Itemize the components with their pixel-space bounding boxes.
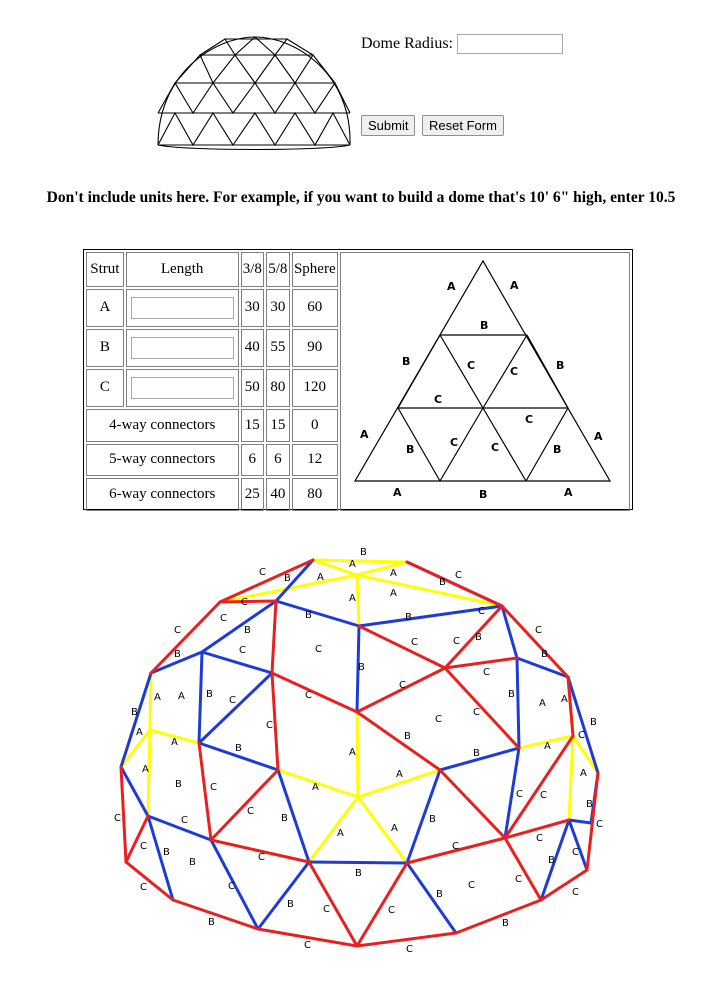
strut-letter-label: C bbox=[596, 819, 603, 830]
count-sphere-c: 120 bbox=[292, 369, 338, 407]
tri-label: B bbox=[553, 443, 562, 456]
strut-line-a bbox=[357, 712, 358, 797]
strut-line-a bbox=[150, 673, 151, 730]
header-3-8: 3/8 bbox=[241, 252, 265, 287]
strut-line-b bbox=[258, 862, 309, 929]
strut-letter-label: B bbox=[163, 847, 170, 858]
strut-letter-label: A bbox=[154, 692, 161, 703]
tri-label: A bbox=[393, 486, 402, 499]
strut-line-c bbox=[126, 816, 148, 862]
strut-letter-label: C bbox=[572, 887, 579, 898]
tri-label: A bbox=[360, 428, 369, 441]
strut-letter-label: B bbox=[548, 855, 555, 866]
strut-letter-label: B bbox=[131, 707, 138, 718]
connector-6-way: 6-way connectors bbox=[86, 478, 239, 511]
strut-letter-label: B bbox=[208, 917, 215, 928]
tri-label: C bbox=[525, 413, 534, 426]
length-cell-a bbox=[126, 289, 239, 327]
count-3-8-b: 40 bbox=[241, 329, 265, 367]
triangle-diagram-cell bbox=[340, 252, 630, 511]
strut-letter-label: B bbox=[284, 573, 291, 584]
length-cell-c bbox=[126, 369, 239, 407]
strut-letter-label: C bbox=[483, 667, 490, 678]
count-3-8-5way: 6 bbox=[241, 444, 265, 477]
count-3-8-c: 50 bbox=[241, 369, 265, 407]
strut-letter-label: A bbox=[171, 737, 178, 748]
strut-letter-label: A bbox=[136, 727, 143, 738]
strut-line-c bbox=[445, 668, 519, 748]
strut-line-a bbox=[357, 575, 359, 626]
strut-letter-label: A bbox=[539, 698, 546, 709]
strut-letter-label: B bbox=[235, 743, 242, 754]
strut-letter-label: C bbox=[266, 720, 273, 731]
radius-label: Dome Radius: bbox=[361, 35, 453, 52]
strut-name-a: A bbox=[86, 289, 124, 327]
header-length: Length bbox=[126, 252, 239, 287]
strut-letter-label: C bbox=[468, 880, 475, 891]
strut-letter-label: C bbox=[114, 813, 121, 824]
strut-letter-label: C bbox=[478, 606, 485, 617]
strut-letter-label: B bbox=[429, 814, 436, 825]
strut-letter-label: C bbox=[578, 730, 585, 741]
strut-line-b bbox=[517, 658, 519, 748]
strut-letter-label: C bbox=[323, 904, 330, 915]
strut-line-a bbox=[357, 562, 407, 575]
connector-4-way: 4-way connectors bbox=[86, 409, 239, 442]
strut-letter-label: A bbox=[390, 568, 397, 579]
radius-input[interactable] bbox=[457, 34, 563, 54]
strut-letter-label: A bbox=[349, 747, 356, 758]
strut-letter-label: C bbox=[572, 847, 579, 858]
strut-line-c bbox=[541, 870, 587, 900]
strut-line-c bbox=[272, 673, 357, 712]
strut-letter-label: C bbox=[259, 567, 266, 578]
strut-letter-label: B bbox=[405, 612, 412, 623]
strut-letter-label: C bbox=[406, 944, 413, 955]
strut-line-c bbox=[357, 863, 407, 946]
strut-letter-label: A bbox=[349, 593, 356, 604]
strut-letter-label: A bbox=[142, 764, 149, 775]
tri-label: C bbox=[450, 436, 459, 449]
strut-letter-label: C bbox=[516, 789, 523, 800]
strut-line-c bbox=[151, 602, 220, 673]
tri-label: B bbox=[556, 359, 565, 372]
tri-label: A bbox=[510, 279, 519, 292]
colored-dome-diagram bbox=[95, 540, 615, 960]
strut-letter-label: C bbox=[399, 680, 406, 691]
strut-letter-label: C bbox=[140, 882, 147, 893]
strut-letter-label: C bbox=[247, 806, 254, 817]
strut-line-c bbox=[359, 626, 445, 668]
strut-name-c: C bbox=[86, 369, 124, 407]
units-hint: Don't include units here. For example, if you want to build a dome that's 10' 6" high, enter 10.5 bbox=[46, 189, 676, 206]
strut-line-a bbox=[358, 797, 407, 863]
strut-letter-label: C bbox=[228, 881, 235, 892]
strut-letter-label: A bbox=[317, 572, 324, 583]
strut-letter-label: B bbox=[206, 689, 213, 700]
strut-letter-label: C bbox=[210, 782, 217, 793]
strut-line-c bbox=[445, 658, 517, 668]
strut-letter-label: C bbox=[239, 645, 246, 656]
strut-letter-label: C bbox=[305, 690, 312, 701]
strut-letter-label: B bbox=[439, 577, 446, 588]
strut-line-a bbox=[357, 575, 502, 606]
tri-label: C bbox=[434, 393, 443, 406]
strut-letter-label: B bbox=[175, 779, 182, 790]
count-3-8-6way: 25 bbox=[241, 478, 265, 511]
strut-line-c bbox=[272, 601, 276, 673]
strut-line-a bbox=[569, 736, 573, 820]
strut-line-b bbox=[569, 820, 591, 823]
count-5-8-6way: 40 bbox=[266, 478, 290, 511]
strut-line-b bbox=[202, 652, 272, 673]
strut-letter-label: C bbox=[304, 940, 311, 951]
strut-letter-label: B bbox=[174, 649, 181, 660]
strut-letter-label: A bbox=[561, 694, 568, 705]
strut-letter-label: B bbox=[541, 649, 548, 660]
tri-label: B bbox=[406, 443, 415, 456]
count-5-8-a: 30 bbox=[266, 289, 290, 327]
strut-letter-label: A bbox=[178, 691, 185, 702]
strut-line-b bbox=[569, 820, 587, 870]
strut-letter-label: A bbox=[396, 769, 403, 780]
strut-line-b bbox=[276, 560, 313, 601]
strut-letter-label: C bbox=[220, 613, 227, 624]
count-sphere-a: 60 bbox=[292, 289, 338, 327]
strut-line-c bbox=[211, 770, 278, 840]
count-sphere-5way: 12 bbox=[292, 444, 338, 477]
strut-letter-label: C bbox=[388, 905, 395, 916]
count-sphere-b: 90 bbox=[292, 329, 338, 367]
strut-letter-label: C bbox=[453, 636, 460, 647]
strut-letter-label: B bbox=[189, 857, 196, 868]
strut-letter-label: B bbox=[508, 689, 515, 700]
strut-letter-label: B bbox=[358, 662, 365, 673]
strut-line-b bbox=[276, 601, 359, 626]
strut-letter-label: B bbox=[404, 731, 411, 742]
strut-letter-label: B bbox=[586, 799, 593, 810]
tri-label: C bbox=[467, 359, 476, 372]
count-3-8-4way: 15 bbox=[241, 409, 265, 442]
strut-line-c bbox=[505, 838, 541, 900]
strut-letter-label: C bbox=[540, 790, 547, 801]
tri-label: A bbox=[447, 280, 456, 293]
strut-letter-label: B bbox=[360, 547, 367, 558]
reset-form-button[interactable]: Reset Form bbox=[422, 115, 504, 136]
count-5-8-b: 55 bbox=[266, 329, 290, 367]
strut-letter-label: C bbox=[229, 695, 236, 706]
tri-label: A bbox=[594, 430, 603, 443]
strut-letter-label: C bbox=[315, 644, 322, 655]
strut-line-b bbox=[121, 673, 151, 767]
length-cell-b bbox=[126, 329, 239, 367]
strut-line-a bbox=[313, 560, 407, 562]
strut-line-c bbox=[407, 562, 502, 606]
strut-letter-label: B bbox=[502, 918, 509, 929]
strut-letter-label: C bbox=[536, 833, 543, 844]
length-input-a[interactable] bbox=[131, 297, 234, 319]
length-input-c[interactable] bbox=[131, 377, 234, 399]
strut-letter-label: C bbox=[455, 570, 462, 581]
strut-line-b bbox=[309, 862, 407, 863]
strut-line-b bbox=[199, 673, 272, 743]
header-5-8: 5/8 bbox=[266, 252, 290, 287]
strut-letter-label: A bbox=[544, 741, 551, 752]
strut-line-a bbox=[309, 797, 358, 862]
strut-letter-label: C bbox=[411, 637, 418, 648]
tri-label: C bbox=[510, 365, 519, 378]
header-strut: Strut bbox=[86, 252, 124, 287]
connector-5-way: 5-way connectors bbox=[86, 444, 239, 477]
strut-letter-label: B bbox=[281, 813, 288, 824]
strut-letter-label: A bbox=[580, 768, 587, 779]
strut-line-c bbox=[220, 560, 313, 602]
count-5-8-c: 80 bbox=[266, 369, 290, 407]
strut-line-b bbox=[541, 820, 569, 900]
strut-letter-label: C bbox=[181, 815, 188, 826]
strut-letter-label: C bbox=[258, 852, 265, 863]
strut-letter-label: C bbox=[515, 874, 522, 885]
strut-line-b bbox=[148, 816, 173, 900]
dome-sketch-image bbox=[155, 33, 355, 155]
strut-table bbox=[83, 249, 633, 510]
count-sphere-6way: 80 bbox=[292, 478, 338, 511]
tri-label: A bbox=[564, 486, 573, 499]
strut-line-c bbox=[309, 862, 357, 946]
strut-line-c bbox=[357, 712, 440, 770]
strut-letter-label: C bbox=[535, 625, 542, 636]
strut-letter-label: B bbox=[436, 889, 443, 900]
strut-letter-label: B bbox=[355, 868, 362, 879]
strut-triangle-diagram bbox=[342, 253, 628, 505]
length-input-b[interactable] bbox=[131, 337, 234, 359]
strut-line-c bbox=[121, 767, 126, 862]
count-3-8-a: 30 bbox=[241, 289, 265, 327]
strut-line-c bbox=[440, 770, 505, 838]
header-sphere: Sphere bbox=[292, 252, 338, 287]
tri-label: B bbox=[479, 488, 488, 501]
submit-button[interactable]: Submit bbox=[361, 115, 415, 136]
strut-letter-label: C bbox=[473, 707, 480, 718]
tri-label: B bbox=[480, 319, 489, 332]
strut-name-b: B bbox=[86, 329, 124, 367]
count-sphere-4way: 0 bbox=[292, 409, 338, 442]
tri-label: B bbox=[402, 355, 411, 368]
strut-letter-label: A bbox=[312, 782, 319, 793]
strut-letter-label: C bbox=[140, 841, 147, 852]
strut-letter-label: B bbox=[287, 899, 294, 910]
strut-letter-label: C bbox=[435, 714, 442, 725]
strut-letter-label: C bbox=[452, 841, 459, 852]
strut-letter-label: B bbox=[590, 717, 597, 728]
strut-letter-label: C bbox=[174, 625, 181, 636]
count-5-8-4way: 15 bbox=[266, 409, 290, 442]
strut-letter-label: A bbox=[390, 588, 397, 599]
count-5-8-5way: 6 bbox=[266, 444, 290, 477]
strut-letter-label: B bbox=[475, 632, 482, 643]
strut-letter-label: B bbox=[244, 625, 251, 636]
tri-label: C bbox=[491, 441, 500, 454]
strut-line-c bbox=[220, 601, 276, 602]
strut-letter-label: A bbox=[349, 559, 356, 570]
strut-letter-label: A bbox=[391, 823, 398, 834]
strut-letter-label: C bbox=[241, 597, 248, 608]
strut-line-b bbox=[148, 816, 211, 840]
strut-letter-label: B bbox=[305, 610, 312, 621]
strut-letter-label: A bbox=[337, 828, 344, 839]
strut-line-b bbox=[407, 863, 456, 933]
strut-letter-label: B bbox=[473, 748, 480, 759]
strut-line-c bbox=[456, 900, 541, 933]
strut-line-b bbox=[199, 652, 202, 743]
